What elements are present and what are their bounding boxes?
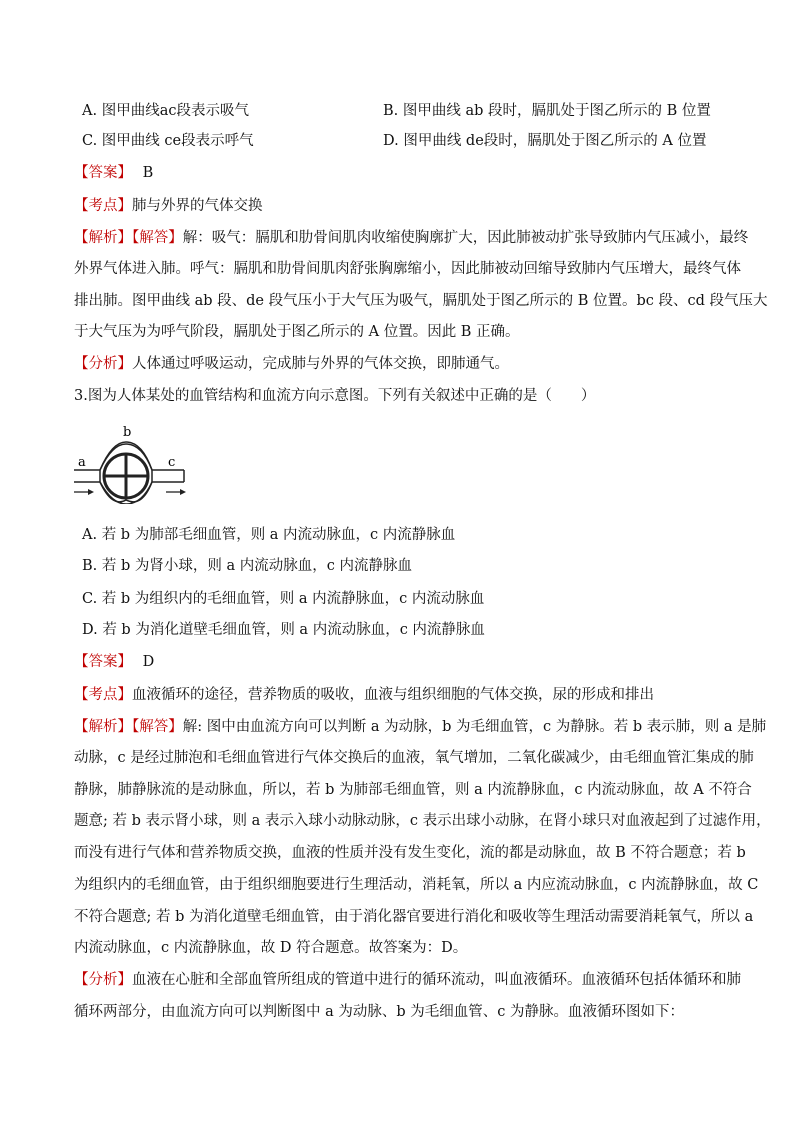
q3-fenxi-line-1: [74, 970, 741, 990]
q3-kaodian-row: [74, 685, 654, 705]
q3-jiexi-line-7: 不符合题意; 若 b 为消化道壁毛细血管，由于消化器官要进行消化和吸收等生理活动需要消耗氧气，所以 a: [74, 909, 754, 925]
jiexi-tag: 【解析】【解答】: [74, 230, 183, 246]
jiexi-text: 解: 图中由血流方向可以判断 a 为动脉，b 为毛细血管，c 为静脉。若 b 表示肺，则 a 是肺: [182, 719, 767, 735]
q3-jiexi-line-3: 静脉，肺静脉流的是动脉血，所以，若 b 为肺部毛细血管，则 a 内流静脉血，c 内流动脉血，故 A 不符合: [74, 782, 752, 798]
q2-jiexi-line-4: 于大气压为为呼气阶段，膈肌处于图乙所示的 A 位置。因此 B 正确。: [74, 324, 520, 340]
q3-jiexi-line-1: [74, 717, 767, 737]
q3-jiexi-line-2: 动脉，c 是经过肺泡和毛细血管进行气体交换后的血液，氧气增加，二氧化碳减少，由毛细血管汇集成的肺: [74, 750, 754, 766]
jiexi-tag: 【解析】【解答】: [74, 719, 183, 735]
q2-option-d: D. 图甲曲线 de段时，膈肌处于图乙所示的 A 位置: [383, 133, 707, 149]
q2-jiexi-line-3: 排出肺。图甲曲线 ab 段、de 段气压小于大气压为吸气，膈肌处于图乙所示的 B 位置。bc 段、cd 段气压大: [74, 293, 768, 309]
label-c: c: [168, 455, 176, 470]
q3-jiexi-line-5: 而没有进行气体和营养物质交换，血液的性质并没有发生变化，流的都是动脉血，故 B 不符合题意；若 b: [74, 845, 746, 861]
answer-value: D: [142, 654, 155, 670]
q2-jiexi-line-1: [74, 228, 749, 248]
answer-tag: 【答案】: [74, 654, 132, 670]
fenxi-tag: 【分析】: [74, 972, 132, 988]
label-b: b: [123, 425, 132, 440]
answer-tag: 【答案】: [74, 165, 132, 181]
kaodian-tag: 【考点】: [74, 198, 132, 214]
q3-answer-row: [74, 652, 154, 672]
jiexi-text: 解：吸气：膈肌和肋骨间肌肉收缩使胸廓扩大，因此肺被动扩张导致肺内气压减小，最终: [182, 230, 749, 246]
q3-stem: 3.图为人体某处的血管结构和血流方向示意图。下列有关叙述中正确的是（ ）: [74, 388, 596, 404]
flow-arrow-in-icon: [74, 489, 94, 495]
kaodian-tag: 【考点】: [74, 687, 132, 703]
q2-option-a: A. 图甲曲线ac段表示吸气: [82, 103, 249, 119]
fenxi-tag: 【分析】: [74, 356, 132, 372]
q3-fenxi-line-2: 循环两部分，由血流方向可以判断图中 a 为动脉、b 为毛细血管、c 为静脉。血液循环图如下：: [74, 1004, 684, 1020]
answer-value: B: [142, 165, 154, 181]
q3-jiexi-line-4: 题意; 若 b 表示肾小球，则 a 表示入球小动脉动脉，c 表示出球小动脉，在肾小球只对血液起到了过滤作用，: [74, 813, 771, 829]
flow-arrow-out-icon: [166, 489, 186, 495]
q3-option-a: A. 若 b 为肺部毛细血管，则 a 内流动脉血，c 内流静脉血: [82, 527, 456, 543]
q3-option-b: B. 若 b 为肾小球，则 a 内流动脉血，c 内流静脉血: [82, 558, 412, 574]
q2-option-c: C. 图甲曲线 ce段表示呼气: [82, 133, 254, 149]
q2-option-b: B. 图甲曲线 ab 段时，膈肌处于图乙所示的 B 位置: [383, 103, 711, 119]
fenxi-text: 血液在心脏和全部血管所组成的管道中进行的循环流动，叫血液循环。血液循环包括体循环和肺: [132, 972, 741, 988]
kaodian-text: 血液循环的途径，营养物质的吸收，血液与组织细胞的气体交换，尿的形成和排出: [132, 687, 654, 703]
q2-kaodian-row: [74, 196, 263, 216]
q3-option-d: D. 若 b 为消化道壁毛细血管，则 a 内流动脉血，c 内流静脉血: [82, 622, 485, 638]
q2-answer-row: [74, 163, 153, 183]
fenxi-text: 人体通过呼吸运动，完成肺与外界的气体交换，即肺通气。: [132, 356, 509, 372]
label-a: a: [78, 455, 86, 470]
q2-fenxi-row: [74, 354, 509, 374]
q2-jiexi-line-2: 外界气体进入肺。呼气：膈肌和肋骨间肌肉舒张胸廓缩小，因此肺被动回缩导致肺内气压增大，最终气体: [74, 261, 741, 277]
kaodian-text: 肺与外界的气体交换: [132, 198, 263, 214]
blood-vessel-diagram: [66, 424, 196, 504]
q3-jiexi-line-6: 为组织内的毛细血管，由于组织细胞要进行生理活动，消耗氧，所以 a 内应流动脉血，c 内流静脉血，故 C: [74, 877, 759, 893]
q3-jiexi-line-8: 内流动脉血，c 内流静脉血，故 D 符合题意。故答案为：D。: [74, 940, 468, 956]
q3-option-c: C. 若 b 为组织内的毛细血管，则 a 内流静脉血，c 内流动脉血: [82, 591, 485, 607]
